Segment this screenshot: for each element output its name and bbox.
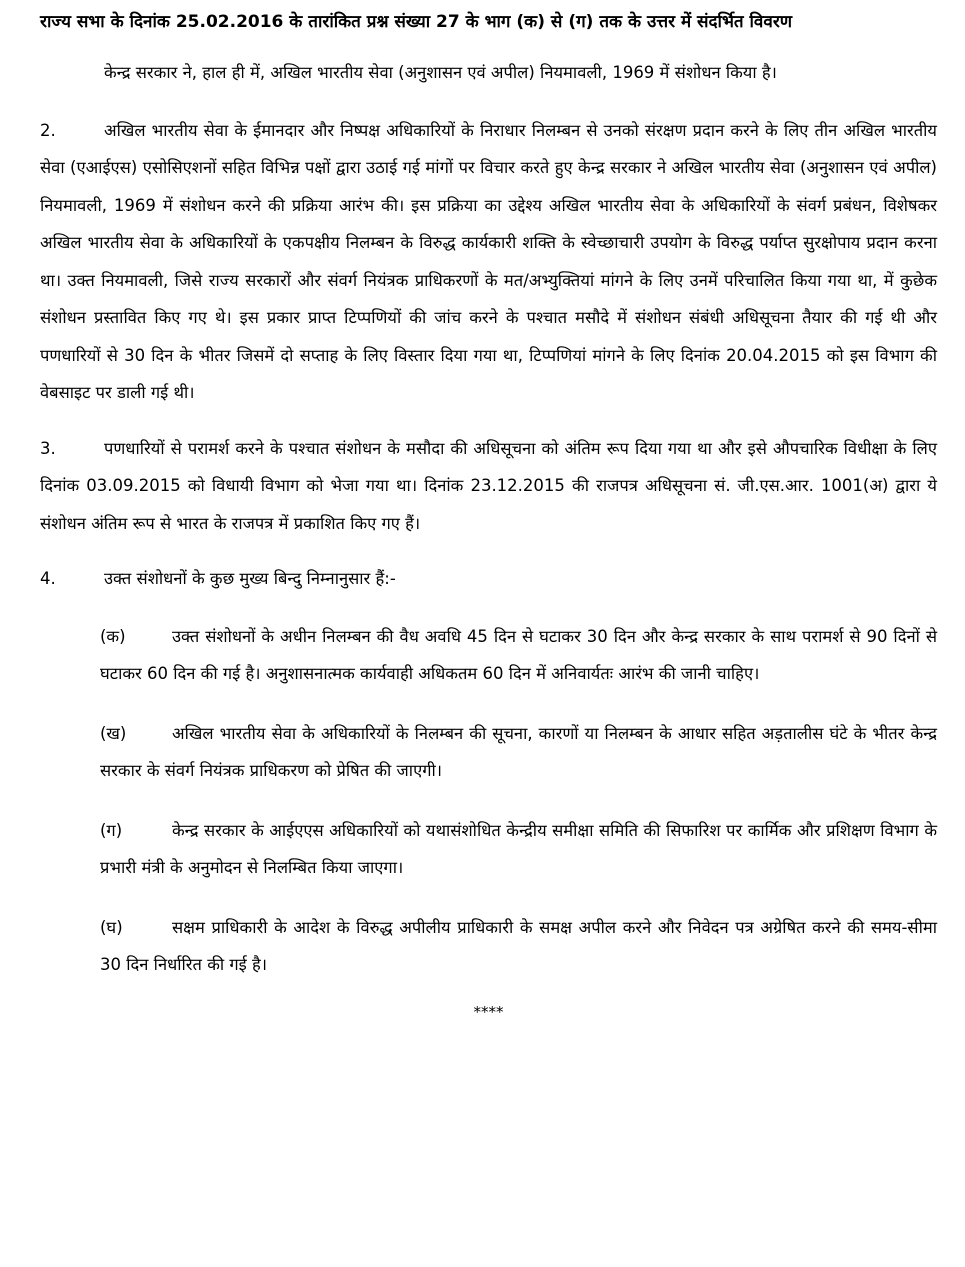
sub-item-label: (ख) bbox=[100, 723, 127, 743]
paragraph-4-lead bbox=[40, 560, 937, 598]
paragraph-number: 2. bbox=[40, 120, 56, 140]
sub-item-text: अखिल भारतीय सेवा के अधिकारियों के निलम्बन की सूचना, कारणों या निलम्बन के आधार सहित अड़तालीस घंटे के भीतर केन्द्र सरकार के संवर्ग नियंत्रक प्राधिकरण को प्रेषित की जाएगी। bbox=[100, 723, 937, 780]
sub-item-label: (क) bbox=[100, 626, 126, 646]
end-mark: **** bbox=[473, 1002, 504, 1021]
sub-item-text: उक्त संशोधनों के अधीन निलम्बन की वैध अवधि 45 दिन से घटाकर 30 दिन और केन्द्र सरकार के साथ परामर्श से 90 दिनों से घटाकर 60 दिन की गई है। अनुशासनात्मक कार्यवाही अधिकतम 60 दिन में अनिवार्यतः आरंभ की जानी चाहिए। bbox=[100, 626, 937, 683]
sub-item-label: (ग) bbox=[100, 820, 123, 840]
paragraph-2 bbox=[40, 112, 937, 412]
paragraph-3 bbox=[40, 430, 937, 543]
document-heading: राज्य सभा के दिनांक 25.02.2016 के तारांकित प्रश्न संख्या 27 के भाग (क) से (ग) तक के उत्तर में संदर्भित विवरण bbox=[40, 12, 793, 32]
paragraph-text: अखिल भारतीय सेवा के ईमानदार और निष्पक्ष अधिकारियों के निराधार निलम्बन से उनको संरक्षण प्रदान करने के लिए तीन अखिल भारतीय सेवा (एआईएस) एसोसिएशनों सहित विभिन्न पक्षों द्वारा उठाई गई मांगों पर विचार करते हुए केन्द्र सरकार ने अखिल भारतीय सेवा (अनुशासन एवं अपील) नियमावली, 1969 में संशोधन करने की प्रक्रिया आरंभ की। इस प्रक्रिया का उद्देश्य अखिल भारतीय सेवा के अधिकारियों के संवर्ग प्रबंधन, विशेषकर अखिल भारतीय सेवा के अधिकारियों के एकपक्षीय निलम्बन के विरुद्ध कार्यकारी शक्ति के स्वेच्छाचारी उपयोग के विरुद्ध पर्याप्त सुरक्षोपाय प्रदान करना था। उक्त नियमावली, जिसे राज्य सरकारों और संवर्ग नियंत्रक प्राधिकरणों के मत/अभ्युक्तियां मांगने के लिए उनमें परिचालित किया गया था, में कुछेक संशोधन प्रस्तावित किए गए थे। इस प्रकार प्राप्त टिप्पणियों की जांच करने के पश्चात मसौदे में संशोधन संबंधी अधिसूचना तैयार की गई थी और पणधारियों से 30 दिन के भीतर जिसमें दो सप्ताह के लिए विस्तार दिया गया था, टिप्पणियां मांगने के लिए दिनांक 20.04.2015 को इस विभाग की वेबसाइट पर डाली गई थी। bbox=[40, 120, 937, 402]
sub-item-label: (घ) bbox=[100, 917, 123, 937]
sub-item-ka bbox=[100, 618, 937, 693]
sub-item-text: केन्द्र सरकार के आईएएस अधिकारियों को यथासंशोधित केन्द्रीय समीक्षा समिति की सिफारिश पर कार्मिक और प्रशिक्षण विभाग के प्रभारी मंत्री के अनुमोदन से निलम्बित किया जाएगा। bbox=[100, 820, 937, 877]
paragraph-text: पणधारियों से परामर्श करने के पश्चात संशोधन के मसौदा की अधिसूचना को अंतिम रूप दिया गया था और इसे औपचारिक विधीक्षा के लिए दिनांक 03.09.2015 को विधायी विभाग को भेजा गया था। दिनांक 23.12.2015 की राजपत्र अधिसूचना सं. जी.एस.आर. 1001(अ) द्वारा ये संशोधन अंतिम रूप से भारत के राजपत्र में प्रकाशित किए गए हैं। bbox=[40, 438, 937, 533]
sub-item-kha bbox=[100, 715, 937, 790]
paragraph-number: 4. bbox=[40, 569, 56, 588]
paragraph-text: उक्त संशोधनों के कुछ मुख्य बिन्दु निम्नानुसार हैं:- bbox=[104, 569, 396, 588]
document-page bbox=[40, 4, 937, 1022]
sub-item-gha bbox=[100, 909, 937, 984]
sub-item-text: सक्षम प्राधिकारी के आदेश के विरुद्ध अपीलीय प्राधिकारी के समक्ष अपील करने और निवेदन पत्र अग्रेषित करने की समय-सीमा 30 दिन निर्धारित की गई है। bbox=[100, 917, 937, 974]
paragraph-number: 3. bbox=[40, 438, 56, 458]
intro-paragraph: केन्द्र सरकार ने, हाल ही में, अखिल भारतीय सेवा (अनुशासन एवं अपील) नियमावली, 1969 में संशोधन किया है। bbox=[104, 63, 777, 82]
sub-item-ga bbox=[100, 812, 937, 887]
